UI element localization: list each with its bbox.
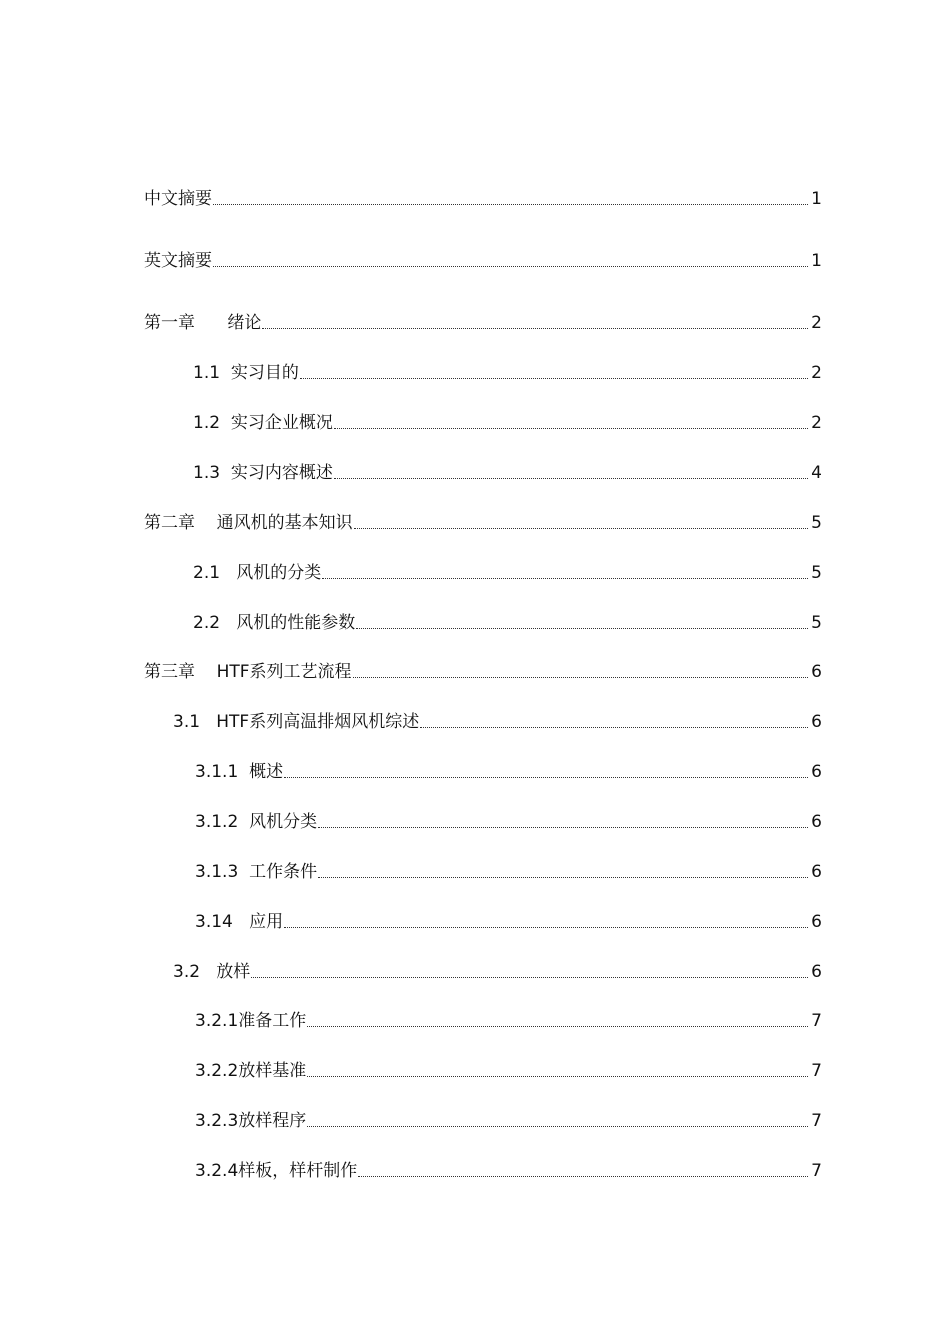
toc-entry-label: 3.1.2 风机分类 bbox=[195, 812, 318, 832]
toc-entry-section-3-1-3[interactable] bbox=[195, 855, 822, 883]
toc-entry-abstract-cn[interactable] bbox=[144, 182, 822, 210]
toc-entry-page-number: 6 bbox=[811, 912, 822, 932]
toc-entry-chapter-1[interactable] bbox=[144, 306, 822, 334]
dot-leader bbox=[213, 204, 808, 205]
dot-leader bbox=[307, 1026, 808, 1027]
toc-entry-label: 3.1.1 概述 bbox=[195, 762, 284, 782]
toc-entry-label: 中文摘要 bbox=[144, 189, 212, 209]
toc-entry-label: 2.1 风机的分类 bbox=[193, 563, 322, 583]
toc-entry-page-number: 6 bbox=[811, 862, 822, 882]
dot-leader bbox=[284, 927, 808, 928]
toc-entry-section-1-3[interactable] bbox=[193, 456, 822, 484]
toc-entry-section-3-1-2[interactable] bbox=[195, 805, 822, 833]
toc-entry-section-3-2-2[interactable] bbox=[195, 1054, 822, 1082]
toc-entry-section-2-1[interactable] bbox=[193, 556, 822, 584]
dot-leader bbox=[300, 378, 808, 379]
toc-entry-label: 第三章 HTF系列工艺流程 bbox=[144, 662, 352, 682]
toc-entry-label: 3.2.3放样程序 bbox=[195, 1111, 307, 1131]
toc-entry-label: 1.1 实习目的 bbox=[193, 363, 299, 383]
toc-entry-label: 英文摘要 bbox=[144, 251, 212, 271]
toc-entry-section-3-1-1[interactable] bbox=[195, 755, 822, 783]
dot-leader bbox=[262, 328, 808, 329]
toc-entry-label: 3.2.4样板，样杆制作 bbox=[195, 1161, 358, 1181]
dot-leader bbox=[318, 827, 808, 828]
toc-entry-page-number: 7 bbox=[811, 1011, 822, 1031]
toc-entry-label: 1.3 实习内容概述 bbox=[193, 463, 333, 483]
toc-entry-section-3-1[interactable] bbox=[173, 705, 822, 733]
toc-entry-page-number: 6 bbox=[811, 762, 822, 782]
dot-leader bbox=[420, 727, 808, 728]
toc-entry-chapter-3[interactable] bbox=[144, 655, 822, 683]
toc-entry-label: 3.2 放样 bbox=[173, 962, 251, 982]
toc-entry-section-3-2-4[interactable] bbox=[195, 1154, 822, 1182]
toc-entry-section-3-2-3[interactable] bbox=[195, 1104, 822, 1132]
toc-entry-abstract-en[interactable] bbox=[144, 244, 822, 272]
toc-entry-label: 1.2 实习企业概况 bbox=[193, 413, 333, 433]
toc-entry-page-number: 6 bbox=[811, 712, 822, 732]
toc-entry-page-number: 7 bbox=[811, 1161, 822, 1181]
toc-entry-page-number: 4 bbox=[811, 463, 822, 483]
toc-entry-label: 第一章 绪论 bbox=[144, 313, 262, 333]
toc-entry-section-1-1[interactable] bbox=[193, 356, 822, 384]
toc-entry-page-number: 5 bbox=[811, 613, 822, 633]
toc-entry-label: 3.2.2放样基准 bbox=[195, 1061, 307, 1081]
toc-entry-page-number: 5 bbox=[811, 563, 822, 583]
dot-leader bbox=[353, 677, 808, 678]
toc-entry-page-number: 7 bbox=[811, 1061, 822, 1081]
dot-leader bbox=[358, 1176, 808, 1177]
dot-leader bbox=[354, 528, 808, 529]
toc-entry-chapter-2[interactable] bbox=[144, 506, 822, 534]
toc-entry-page-number: 6 bbox=[811, 662, 822, 682]
dot-leader bbox=[251, 977, 808, 978]
dot-leader bbox=[334, 478, 808, 479]
toc-entry-label: 3.2.1准备工作 bbox=[195, 1011, 307, 1031]
toc-entry-page-number: 2 bbox=[811, 363, 822, 383]
dot-leader bbox=[213, 266, 808, 267]
toc-entry-page-number: 2 bbox=[811, 413, 822, 433]
toc-entry-label: 第二章 通风机的基本知识 bbox=[144, 513, 353, 533]
toc-entry-label: 3.14 应用 bbox=[195, 912, 284, 932]
dot-leader bbox=[284, 777, 808, 778]
toc-entry-section-1-2[interactable] bbox=[193, 406, 822, 434]
toc-entry-label: 3.1.3 工作条件 bbox=[195, 862, 318, 882]
toc-entry-page-number: 5 bbox=[811, 513, 822, 533]
toc-entry-page-number: 6 bbox=[811, 962, 822, 982]
toc-entry-page-number: 1 bbox=[811, 189, 822, 209]
toc-entry-section-3-2[interactable] bbox=[173, 955, 822, 983]
toc-entry-section-3-2-1[interactable] bbox=[195, 1004, 822, 1032]
toc-entry-label: 3.1 HTF系列高温排烟风机综述 bbox=[173, 712, 420, 732]
toc-entry-section-2-2[interactable] bbox=[193, 606, 822, 634]
dot-leader bbox=[307, 1126, 808, 1127]
toc-entry-label: 2.2 风机的性能参数 bbox=[193, 613, 356, 633]
dot-leader bbox=[356, 628, 808, 629]
toc-entry-page-number: 2 bbox=[811, 313, 822, 333]
dot-leader bbox=[322, 578, 808, 579]
toc-entry-page-number: 1 bbox=[811, 251, 822, 271]
dot-leader bbox=[334, 428, 808, 429]
toc-entry-page-number: 6 bbox=[811, 812, 822, 832]
dot-leader bbox=[307, 1076, 808, 1077]
dot-leader bbox=[318, 877, 808, 878]
toc-entry-section-3-1-4[interactable] bbox=[195, 905, 822, 933]
toc-entry-page-number: 7 bbox=[811, 1111, 822, 1131]
